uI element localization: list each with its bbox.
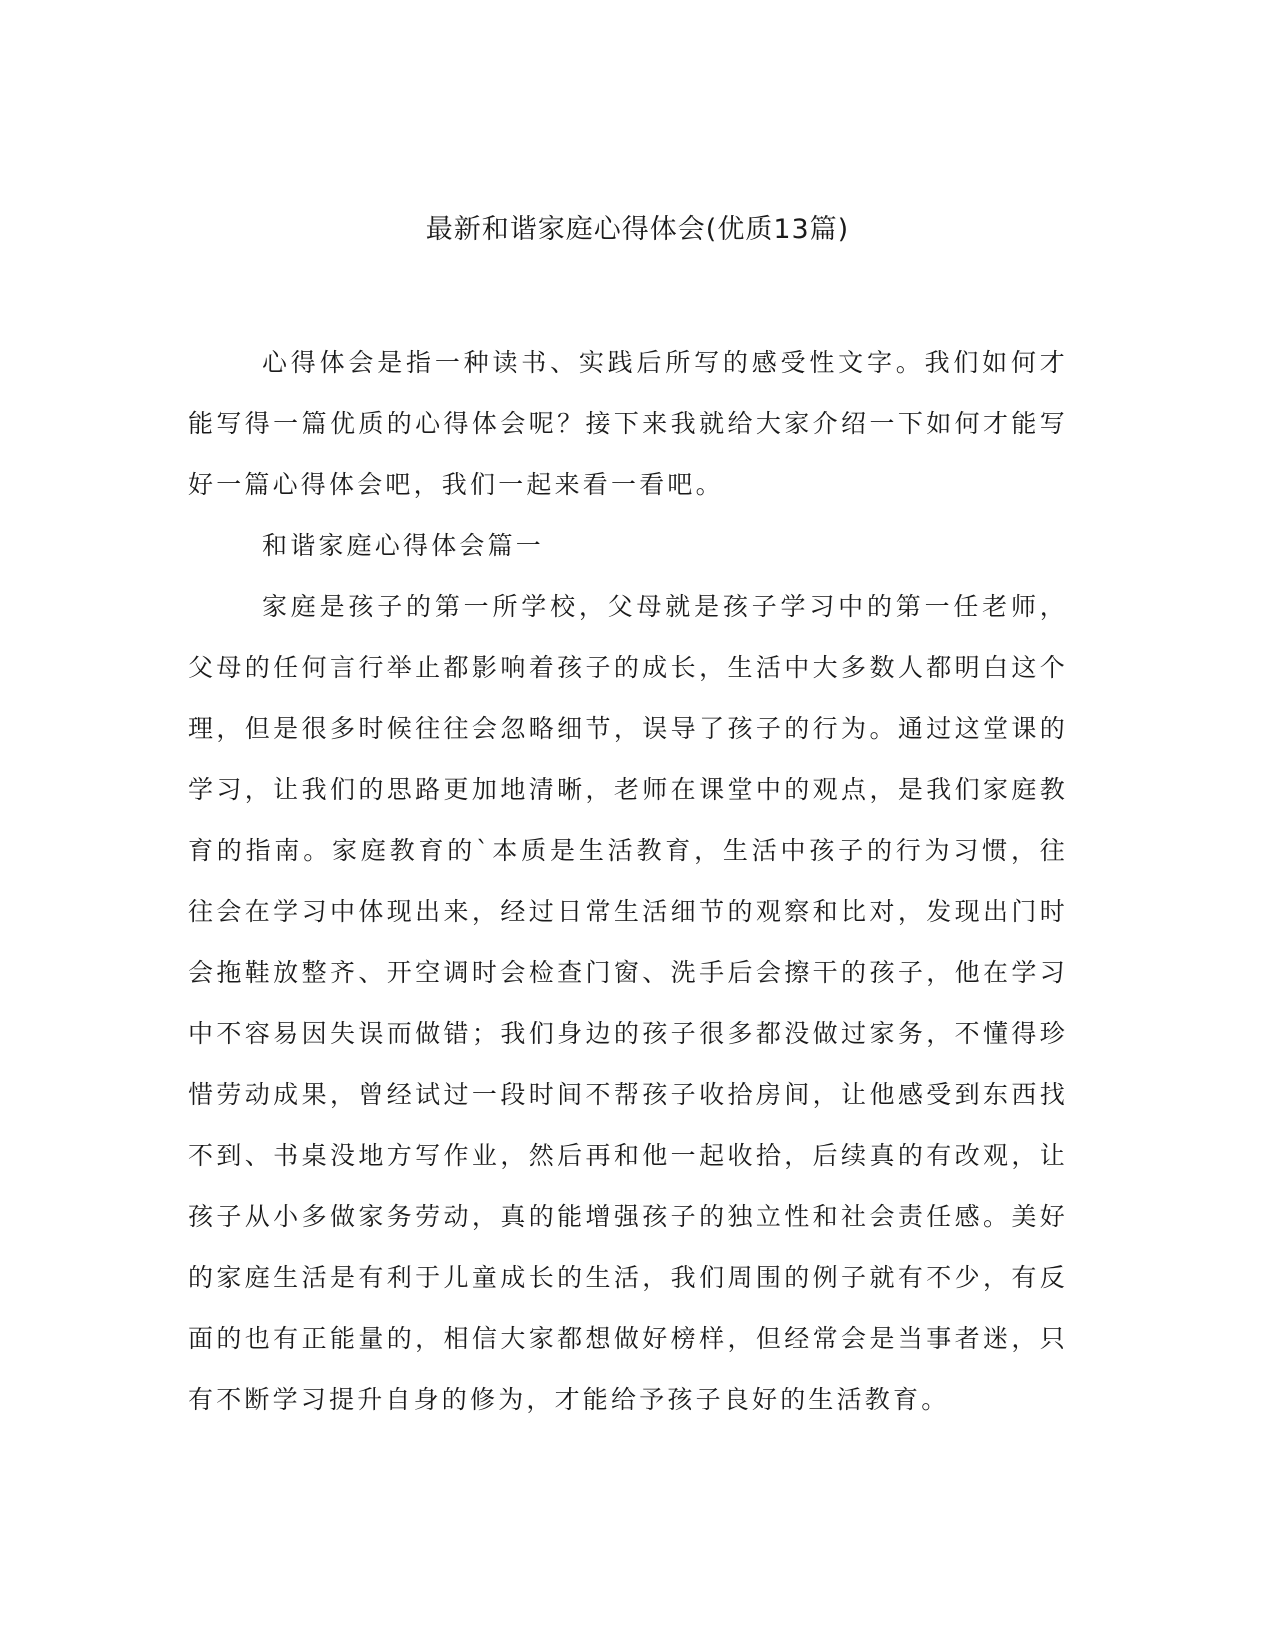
- body-paragraph: 家庭是孩子的第一所学校，父母就是孩子学习中的第一任老师，父母的任何言行举止都影响着孩子的成长，生活中大多数人都明白这个理，但是很多时候往往会忽略细节，误导了孩子的行为。通过这堂课的学习，让我们的思路更加地清晰，老师在课堂中的观点，是我们家庭教育的指南。家庭教育的`本质是生活教育，生活中孩子的行为习惯，往往会在学习中体现出来，经过日常生活细节的观察和比对，发现出门时会拖鞋放整齐、开空调时会检查门窗、洗手后会擦干的孩子，他在学习中不容易因失误而做错；我们身边的孩子很多都没做过家务，不懂得珍惜劳动成果，曾经试过一段时间不帮孩子收拾房间，让他感受到东西找不到、书桌没地方写作业，然后再和他一起收拾，后续真的有改观，让孩子从小多做家务劳动，真的能增强孩子的独立性和社会责任感。美好的家庭生活是有利于儿童成长的生活，我们周围的例子就有不少，有反面的也有正能量的，相信大家都想做好榜样，但经常会是当事者迷，只有不断学习提升自身的修为，才能给予孩子良好的生活教育。: [188, 592, 1068, 1414]
- intro-paragraph: 心得体会是指一种读书、实践后所写的感受性文字。我们如何才能写得一篇优质的心得体会呢？接下来我就给大家介绍一下如何才能写好一篇心得体会吧，我们一起来看一看吧。: [188, 348, 1068, 499]
- document-title: 最新和谐家庭心得体会(优质13篇): [425, 214, 850, 245]
- section-heading: 和谐家庭心得体会篇一: [262, 531, 545, 560]
- document-body: [188, 332, 1068, 1430]
